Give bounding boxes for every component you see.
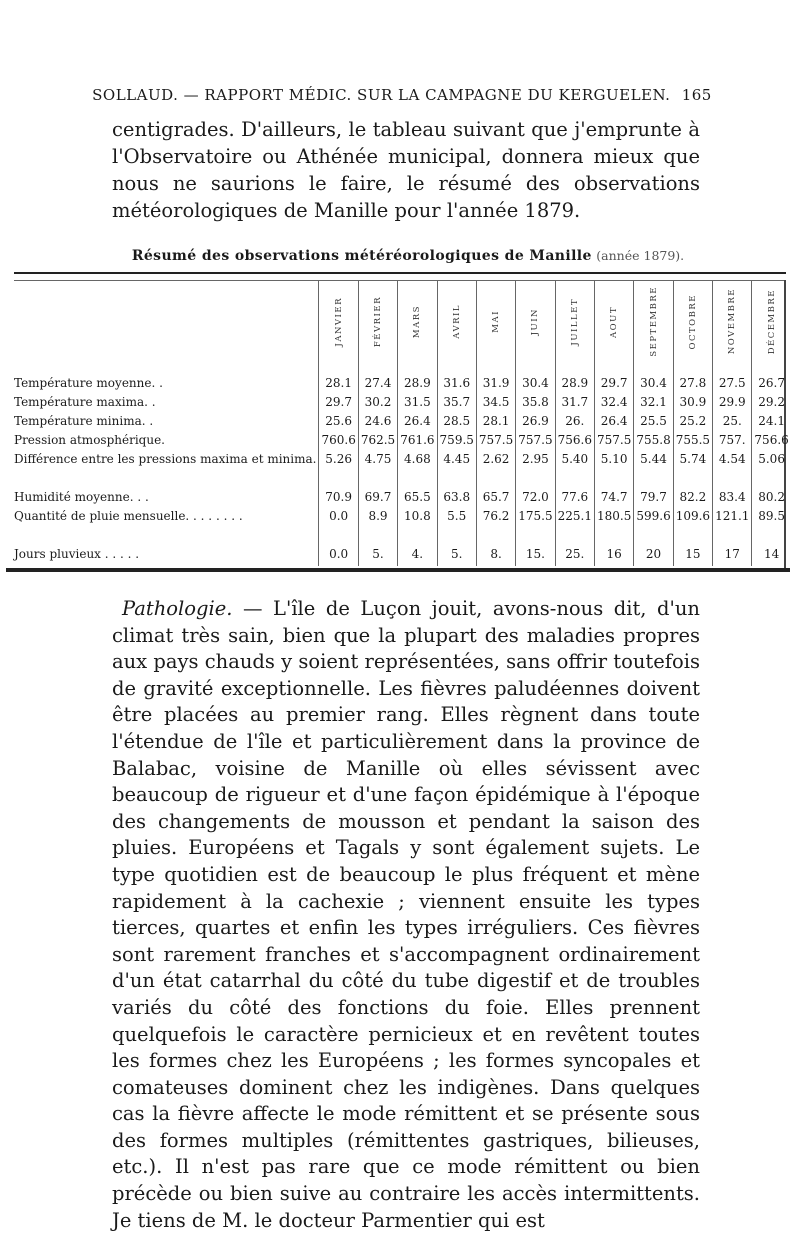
table-cell: 63.8 [437, 490, 476, 509]
table-cell: 4.45 [437, 452, 476, 490]
table-cell: 25.2 [673, 414, 712, 433]
table-cell: 8.9 [358, 509, 397, 547]
table-cell: 5.10 [594, 452, 633, 490]
pathology-section [112, 596, 700, 1234]
month-header: OCTOBRE [673, 280, 712, 366]
header-label-cell [14, 280, 319, 366]
row-label: Pression atmosphérique. [14, 433, 165, 447]
table-cell: 5.5 [437, 509, 476, 547]
running-head [92, 86, 712, 104]
table-cell: 755.8 [634, 433, 673, 452]
table-cell: 5.40 [555, 452, 594, 490]
table-cell: 29.2 [752, 395, 791, 414]
table-cell: 30.2 [358, 395, 397, 414]
table-cell: 15. [516, 547, 555, 566]
table-cell: 82.2 [673, 490, 712, 509]
table-cell: 28.5 [437, 414, 476, 433]
table-top-rule [14, 272, 786, 274]
table-cell: 72.0 [516, 490, 555, 509]
table-cell: 25. [713, 414, 752, 433]
table-cell: 69.7 [358, 490, 397, 509]
table-cell: 79.7 [634, 490, 673, 509]
table-cell: 28.1 [476, 414, 515, 433]
pathology-text: — L'île de Luçon jouit, avons-nous dit, d'un climat très sain, bien que la plupart des maladies propres aux pays chauds y soient représentées, sans offrir toutefois de gravité exceptionnelle. Les fièvres paludéennes doivent être placées au premier rang. Elles règnent dans toute l'étendue de l'île et particulièrement dans la province de Balabac, voisine de Manille où elles sévissent avec beaucoup de rigueur et d'une façon épidémique à l'époque des changements de mousson et pendant la saison des pluies. Européens et Tagals y sont également sujets. Le type quotidien est de beaucoup le plus fréquent et mène rapidement à la cachexie ; viennent ensuite les types tierces, quartes et enfin les types irréguliers. Ces fièvres sont rarement franches et s'accompagnent ordinairement d'un état catarrhal du côté du tube digestif et de troubles variés du côté des fonctions du foie. Elles prennent quelquefois le caractère pernicieux et en revêtent toutes les formes chez les Européens ; les formes syncopales et comateuses dominent chez les indigènes. Dans quelques cas la fièvre affecte le mode rémittent et se présente sous des formes multiples (rémittentes gastriques, bilieuses, etc.). Il n'est pas rare que ce mode rémittent ou bien précède ou bien suive au contraire les accès intermittents. Je tiens de M. le docteur Parmentier qui est [112, 597, 700, 1232]
table-cell: 31.7 [555, 395, 594, 414]
table-cell: 180.5 [594, 509, 633, 547]
table-cell: 757.5 [516, 433, 555, 452]
table-cell: 29.7 [319, 395, 358, 414]
month-header: NOVEMBRE [713, 280, 752, 366]
table-cell: 30.4 [634, 376, 673, 395]
table-cell: 121.1 [713, 509, 752, 547]
table-cell: 26. [555, 414, 594, 433]
table-cell: 25.6 [319, 414, 358, 433]
table-row [14, 452, 791, 490]
table-row [14, 376, 791, 395]
month-header: SEPTEMBRE [634, 280, 673, 366]
page-number: 165 [681, 86, 712, 104]
table-cell: 17 [713, 547, 752, 566]
table-cell: 756.6 [555, 433, 594, 452]
table-cell: 31.9 [476, 376, 515, 395]
month-header: JUIN [516, 280, 555, 366]
row-label: Jours pluvieux . . . . . [14, 547, 140, 561]
table-cell: 30.9 [673, 395, 712, 414]
row-label: Température maxima. . [14, 395, 156, 409]
table-cell: 74.7 [594, 490, 633, 509]
row-label: Différence entre les pressions maxima et minima. [14, 452, 317, 466]
table-row [14, 509, 791, 547]
table-spacer-row [14, 366, 791, 376]
table-cell: 35.8 [516, 395, 555, 414]
pathology-paragraph [112, 596, 700, 1234]
table-cell: 760.6 [319, 433, 358, 452]
row-label: Quantité de pluie mensuelle. . . . . . . . [14, 509, 243, 523]
table-cell: 70.9 [319, 490, 358, 509]
table-cell: 762.5 [358, 433, 397, 452]
table-row [14, 547, 791, 566]
table-cell: 28.9 [398, 376, 437, 395]
table-cell: 32.4 [594, 395, 633, 414]
table-cell: 89.5 [752, 509, 791, 547]
month-header: DÉCEMBRE [752, 280, 791, 366]
row-label: Humidité moyenne. . . [14, 490, 149, 504]
table-cell: 5.44 [634, 452, 673, 490]
table-cell: 80.2 [752, 490, 791, 509]
month-header: JUILLET [555, 280, 594, 366]
month-header-row [14, 280, 791, 366]
table-cell: 24.6 [358, 414, 397, 433]
table-cell: 759.5 [437, 433, 476, 452]
table-cell: 26.4 [594, 414, 633, 433]
table-cell: 4.75 [358, 452, 397, 490]
table-cell: 76.2 [476, 509, 515, 547]
table-cell: 4.68 [398, 452, 437, 490]
table-cell: 24.1 [752, 414, 791, 433]
table-cell: 30.4 [516, 376, 555, 395]
meteo-table-frame [6, 272, 789, 572]
table-cell: 109.6 [673, 509, 712, 547]
table-cell: 27.5 [713, 376, 752, 395]
month-header: MAI [476, 280, 515, 366]
table-cell: 34.5 [476, 395, 515, 414]
table-year-note: (année 1879). [596, 248, 685, 263]
table-cell: 8. [476, 547, 515, 566]
table-cell: 0.0 [319, 547, 358, 566]
month-header: MARS [398, 280, 437, 366]
table-cell: 0.0 [319, 509, 358, 547]
table-cell: 757.5 [594, 433, 633, 452]
table-cell: 5.74 [673, 452, 712, 490]
table-cell: 32.1 [634, 395, 673, 414]
table-cell: 10.8 [398, 509, 437, 547]
table-cell: 755.5 [673, 433, 712, 452]
intro-paragraph [112, 116, 700, 224]
table-title: Résumé des observations météréorologiques de Manille [131, 248, 592, 264]
table-cell: 65.5 [398, 490, 437, 509]
table-cell: 25. [555, 547, 594, 566]
month-header: JANVIER [319, 280, 358, 366]
table-cell: 31.5 [398, 395, 437, 414]
table-cell: 29.9 [713, 395, 752, 414]
table-cell: 26.9 [516, 414, 555, 433]
row-label: Température minima. . [14, 414, 154, 428]
table-cell: 599.6 [634, 509, 673, 547]
table-cell: 25.5 [634, 414, 673, 433]
month-header: AVRIL [437, 280, 476, 366]
table-cell: 28.9 [555, 376, 594, 395]
table-cell: 14 [752, 547, 791, 566]
intro-text: centigrades. D'ailleurs, le tableau suivant que j'emprunte à l'Observatoire ou Athénée municipal, donnera mieux que nous ne saurions le faire, le résumé des observations météorologiques de Manille pour l'année 1879. [112, 118, 700, 222]
table-cell: 28.1 [319, 376, 358, 395]
meteo-table [14, 280, 791, 566]
table-cell: 77.6 [555, 490, 594, 509]
table-cell: 16 [594, 547, 633, 566]
table-caption [58, 248, 758, 264]
month-header: FÉVRIER [358, 280, 397, 366]
table-cell: 27.4 [358, 376, 397, 395]
section-heading: Pathologie. [122, 597, 233, 620]
table-cell: 5.06 [752, 452, 791, 490]
table-row [14, 490, 791, 509]
table-cell: 757.5 [476, 433, 515, 452]
table-cell: 5. [437, 547, 476, 566]
table-cell: 27.8 [673, 376, 712, 395]
table-bottom-rule [6, 568, 790, 572]
table-cell: 65.7 [476, 490, 515, 509]
table-cell: 83.4 [713, 490, 752, 509]
month-header: AOUT [594, 280, 633, 366]
table-cell: 20 [634, 547, 673, 566]
row-label: Température moyenne. . [14, 376, 163, 390]
table-row [14, 414, 791, 433]
table-body [14, 366, 791, 566]
table-cell: 35.7 [437, 395, 476, 414]
table-cell: 756.6 [752, 433, 791, 452]
table-cell: 4. [398, 547, 437, 566]
table-row [14, 433, 791, 452]
table-cell: 761.6 [398, 433, 437, 452]
table-cell: 4.54 [713, 452, 752, 490]
table-cell: 26.4 [398, 414, 437, 433]
table-cell: 15 [673, 547, 712, 566]
table-cell: 757. [713, 433, 752, 452]
table-cell: 2.62 [476, 452, 515, 490]
running-head-title: SOLLAUD. — RAPPORT MÉDIC. SUR LA CAMPAGNE DU KERGUELEN. [92, 86, 671, 104]
table-cell: 5. [358, 547, 397, 566]
table-cell: 31.6 [437, 376, 476, 395]
table-cell: 5.26 [319, 452, 358, 490]
table-cell: 175.5 [516, 509, 555, 547]
table-row [14, 395, 791, 414]
table-cell: 29.7 [594, 376, 633, 395]
table-cell: 225.1 [555, 509, 594, 547]
table-cell: 26.7 [752, 376, 791, 395]
table-cell: 2.95 [516, 452, 555, 490]
